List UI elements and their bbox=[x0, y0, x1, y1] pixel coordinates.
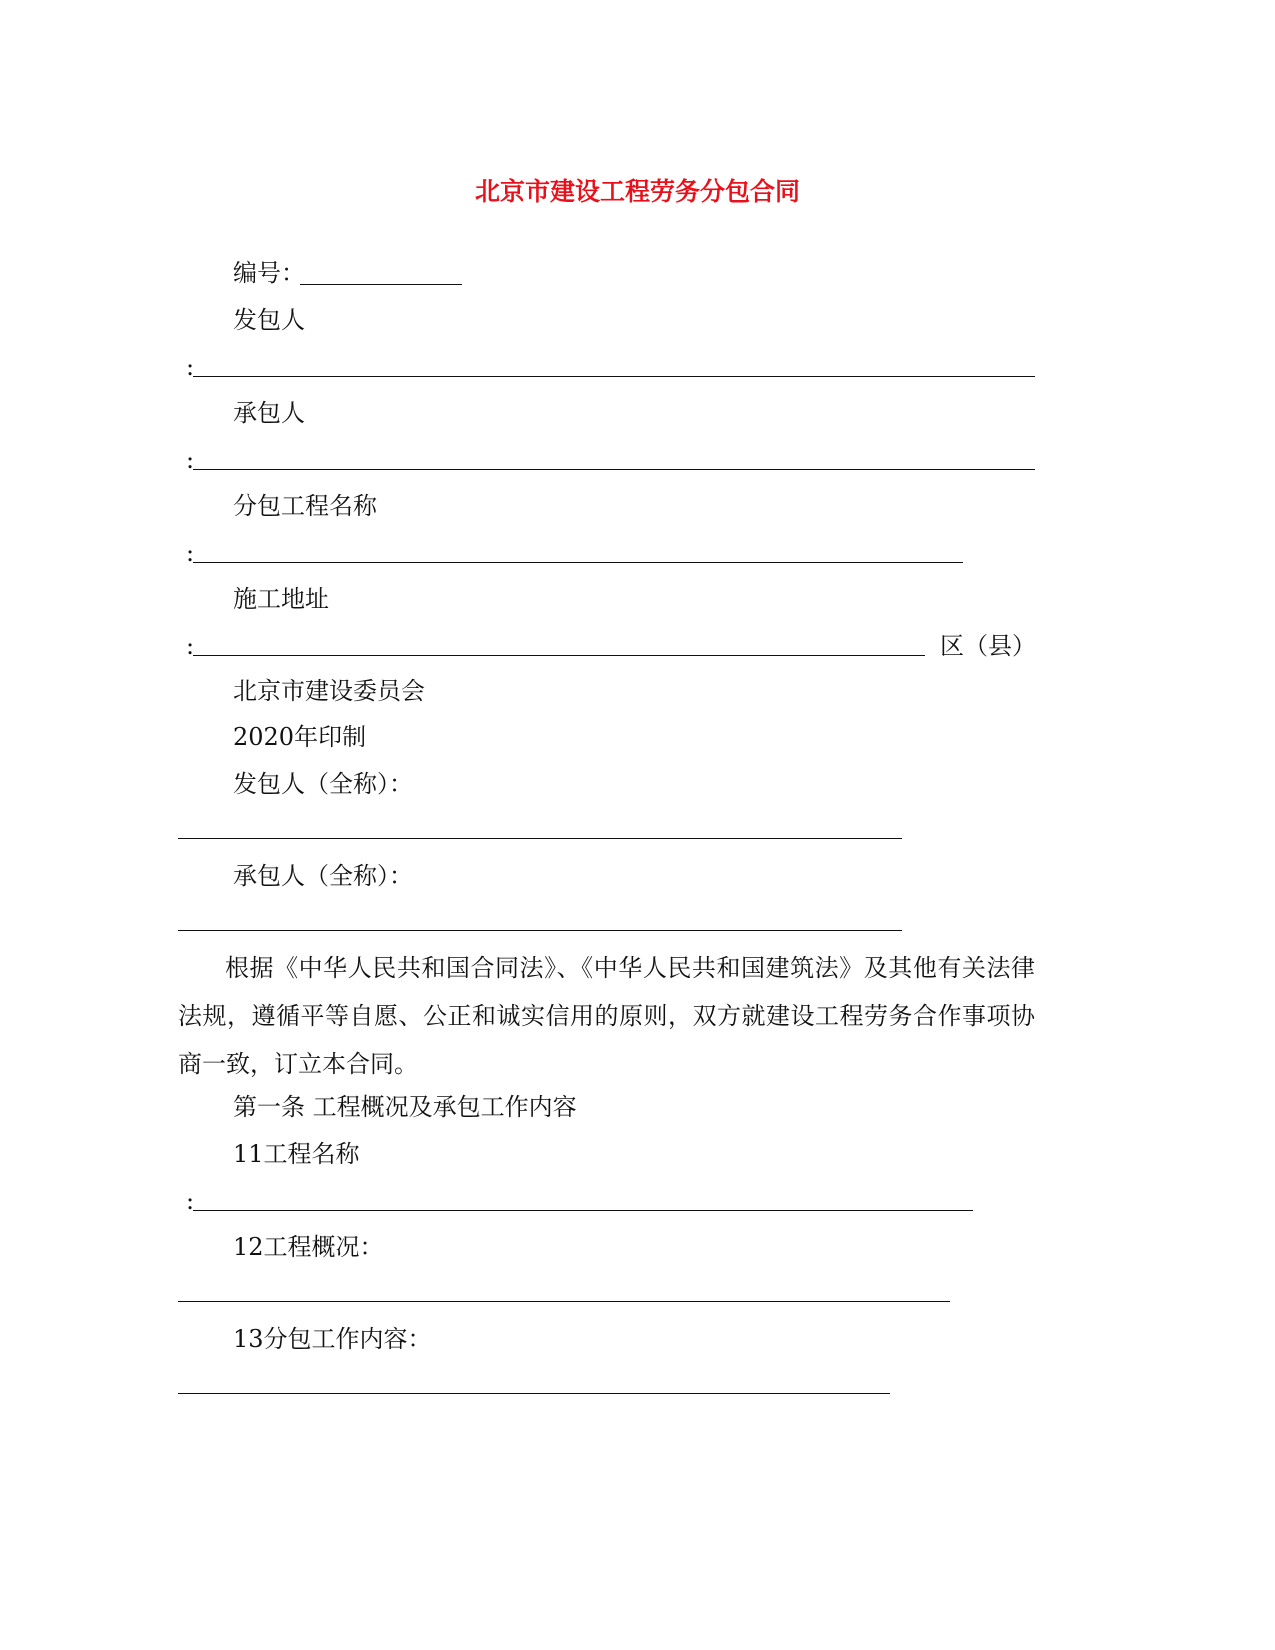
contractor-full-blank bbox=[178, 930, 902, 931]
site-address-label: 施工地址 bbox=[233, 585, 329, 613]
item-1-1-blank bbox=[193, 1210, 973, 1211]
item-1-3-label: 13分包工作内容： bbox=[233, 1325, 432, 1353]
preamble-paragraph: 根据《中华人民共和国合同法》、《中华人民共和国建筑法》及其他有关法律法规，遵循平等自愿、公正和诚实信用的原则，双方就建设工程劳务合作事项协商一致，订立本合同。 bbox=[178, 954, 1035, 1078]
number-label: 编号： bbox=[233, 259, 305, 287]
item-1-1-colon: : bbox=[186, 1187, 195, 1215]
article-1-heading: 第一条 工程概况及承包工作内容 bbox=[233, 1093, 577, 1121]
district-suffix: 区（县） bbox=[940, 632, 1036, 660]
document-title: 北京市建设工程劳务分包合同 bbox=[474, 177, 800, 206]
project-name-blank bbox=[193, 562, 963, 563]
site-address-blank bbox=[193, 655, 925, 656]
contractor-blank bbox=[193, 469, 1035, 470]
printed-year: 2020年印制 bbox=[233, 723, 367, 751]
contractor-full-label: 承包人（全称）： bbox=[233, 862, 413, 890]
employer-full-label: 发包人（全称）： bbox=[233, 770, 413, 798]
number-blank bbox=[300, 284, 462, 285]
item-1-1-label: 11工程名称 bbox=[233, 1140, 360, 1168]
contractor-colon: : bbox=[186, 446, 195, 474]
item-1-2-blank bbox=[178, 1301, 950, 1302]
item-1-3-blank bbox=[178, 1393, 890, 1394]
project-name-label: 分包工程名称 bbox=[233, 492, 377, 520]
contractor-label: 承包人 bbox=[233, 399, 305, 427]
issuer: 北京市建设委员会 bbox=[233, 677, 425, 705]
employer-blank bbox=[193, 376, 1035, 377]
item-1-2-label: 12工程概况： bbox=[233, 1233, 384, 1261]
employer-colon: : bbox=[186, 353, 195, 381]
project-name-colon: : bbox=[186, 539, 195, 567]
employer-label: 发包人 bbox=[233, 306, 305, 334]
employer-full-blank bbox=[178, 838, 902, 839]
site-address-colon: : bbox=[186, 632, 195, 660]
